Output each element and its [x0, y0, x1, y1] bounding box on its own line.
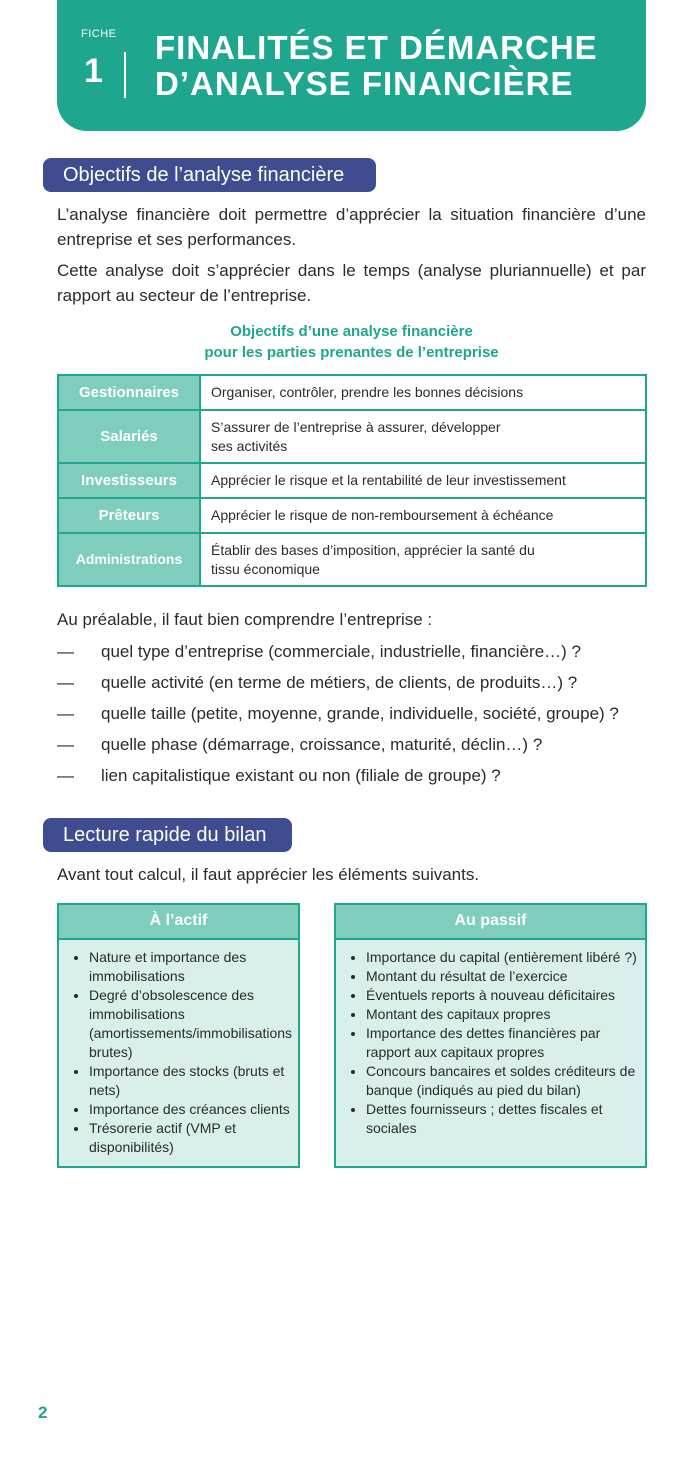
- fiche-divider: [124, 52, 126, 98]
- table-caption-line-2: pour les parties prenantes de l’entreprise: [204, 344, 499, 361]
- role-cell: Gestionnaires: [58, 375, 200, 410]
- list-item-text: quelle phase (démarrage, croissance, maturité, déclin…) ?: [101, 735, 543, 754]
- table-row: [58, 533, 646, 586]
- paragraph-2: Cette analyse doit s’apprécier dans le temps (analyse pluriannuelle) et par rapport au secteur de l’entreprise.: [57, 261, 646, 305]
- bilan-intro: Avant tout calcul, il faut apprécier les éléments suivants.: [57, 865, 480, 884]
- list-item: [57, 698, 657, 729]
- list-item: • Nature et importance des immobilisations: [89, 948, 290, 986]
- list-item: • Dettes fournisseurs ; dettes fiscales et sociales: [366, 1100, 637, 1138]
- list-item-text: quel type d’entreprise (commerciale, industrielle, financière…) ?: [101, 642, 581, 661]
- role-cell: Salariés: [58, 410, 200, 463]
- role-cell: Administrations: [58, 533, 200, 586]
- desc-cell: Apprécier le risque de non-remboursement à échéance: [200, 498, 646, 533]
- title-line-2: D’ANALYSE FINANCIÈRE: [155, 65, 574, 102]
- list-item: • Montant du résultat de l’exercice: [366, 967, 637, 986]
- desc-cell: S’assurer de l’entreprise à assurer, développer ses activités: [200, 410, 646, 463]
- list-item: [57, 760, 657, 791]
- list-item: • Importance du capital (entièrement libéré ?): [366, 948, 637, 967]
- list-item: [57, 729, 657, 760]
- passif-list: [336, 940, 645, 1146]
- table-row: [58, 498, 646, 533]
- list-item: • Importance des stocks (bruts et nets): [89, 1062, 290, 1100]
- dash-marker: —: [57, 704, 74, 723]
- section-heading-bilan: Lecture rapide du bilan: [43, 818, 292, 852]
- considerations-list: [57, 636, 657, 791]
- fiche-label: FICHE: [81, 28, 117, 40]
- dash-marker: —: [57, 735, 74, 754]
- role-cell: Prêteurs: [58, 498, 200, 533]
- list-item: • Importance des créances clients: [89, 1100, 290, 1119]
- actif-box: [57, 903, 300, 1168]
- desc-cell: Apprécier le risque et la rentabilité de leur investissement: [200, 463, 646, 498]
- passif-box: [334, 903, 647, 1168]
- objectives-table: [57, 374, 647, 587]
- list-intro: Au préalable, il faut bien comprendre l’entreprise :: [57, 610, 433, 629]
- table-caption: [57, 321, 646, 363]
- page-header: [57, 0, 646, 131]
- list-item: • Degré d’obsolescence des immobilisations (amortissements/immobilisations brutes): [89, 986, 290, 1062]
- dash-marker: —: [57, 642, 74, 661]
- fiche-number: 1: [84, 52, 103, 90]
- desc-cell: Établir des bases d’imposition, apprécier la santé du tissu économique: [200, 533, 646, 586]
- list-item: • Concours bancaires et soldes créditeurs de banque (indiqués au pied du bilan): [366, 1062, 637, 1100]
- passif-box-title: Au passif: [336, 905, 645, 940]
- list-item-text: quelle taille (petite, moyenne, grande, individuelle, société, groupe) ?: [101, 704, 619, 723]
- actif-box-title: À l’actif: [59, 905, 298, 940]
- list-item-text: lien capitalistique existant ou non (filiale de groupe) ?: [101, 766, 501, 785]
- desc-cell: Organiser, contrôler, prendre les bonnes décisions: [200, 375, 646, 410]
- table-caption-line-1: Objectifs d’une analyse financière: [230, 323, 473, 340]
- list-item: • Montant des capitaux propres: [366, 1005, 637, 1024]
- dash-marker: —: [57, 673, 74, 692]
- title-line-1: FINALITÉS ET DÉMARCHE: [155, 29, 598, 66]
- dash-marker: —: [57, 766, 74, 785]
- page-title: [155, 30, 598, 102]
- actif-list: [59, 940, 298, 1165]
- role-cell: Investisseurs: [58, 463, 200, 498]
- list-item: • Éventuels reports à nouveau déficitaires: [366, 986, 637, 1005]
- list-item-text: quelle activité (en terme de métiers, de clients, de produits…) ?: [101, 673, 578, 692]
- list-item: • Trésorerie actif (VMP et disponibilités): [89, 1119, 290, 1157]
- section-heading-objectifs: Objectifs de l’analyse financière: [43, 158, 376, 192]
- table-row: [58, 410, 646, 463]
- paragraph-1: L’analyse financière doit permettre d’apprécier la situation financière d’une entreprise et ses performances.: [57, 205, 646, 249]
- table-row: [58, 463, 646, 498]
- table-row: [58, 375, 646, 410]
- page-number: 2: [38, 1403, 48, 1422]
- list-item: [57, 667, 657, 698]
- list-item: • Importance des dettes financières par rapport aux capitaux propres: [366, 1024, 637, 1062]
- list-item: [57, 636, 657, 667]
